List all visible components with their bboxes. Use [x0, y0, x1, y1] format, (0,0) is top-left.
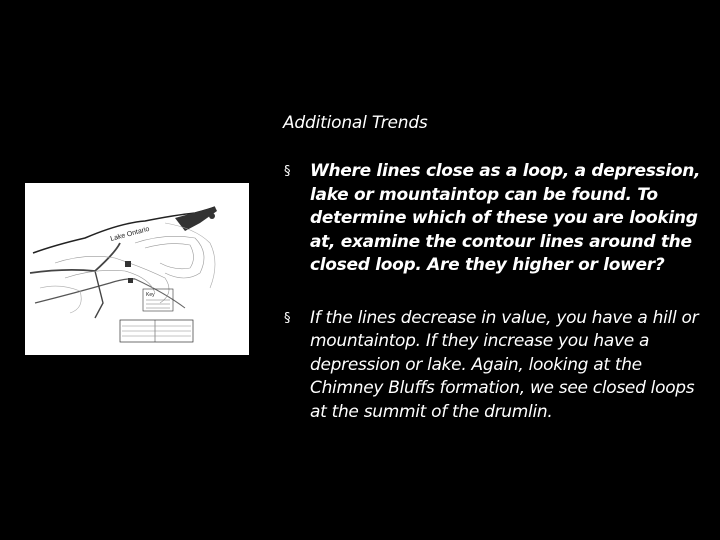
topographic-map-image	[25, 183, 249, 355]
bullet-item	[283, 307, 708, 425]
bullet-text: Where lines close as a loop, a depression, lake or mountaintop can be found. To determine which of these you are looking at, examine the contour lines around the closed loop. Are they higher or lower?	[310, 161, 701, 275]
bullet-list	[283, 160, 708, 424]
bullet-marker-icon: §	[284, 164, 291, 179]
bullet-item	[283, 160, 708, 278]
lake-label: Lake Ontario	[109, 225, 151, 243]
bullet-marker-icon: §	[284, 310, 291, 326]
key-label: Key	[146, 292, 155, 298]
bullet-text: If the lines decrease in value, you have a hill or mountaintop. If they increase you have a depression or lake. Again, looking at the Chimney Bluffs formation, we see closed loops at the summit of the drumlin.	[310, 307, 699, 422]
slide-title: Additional Trends	[283, 113, 428, 133]
